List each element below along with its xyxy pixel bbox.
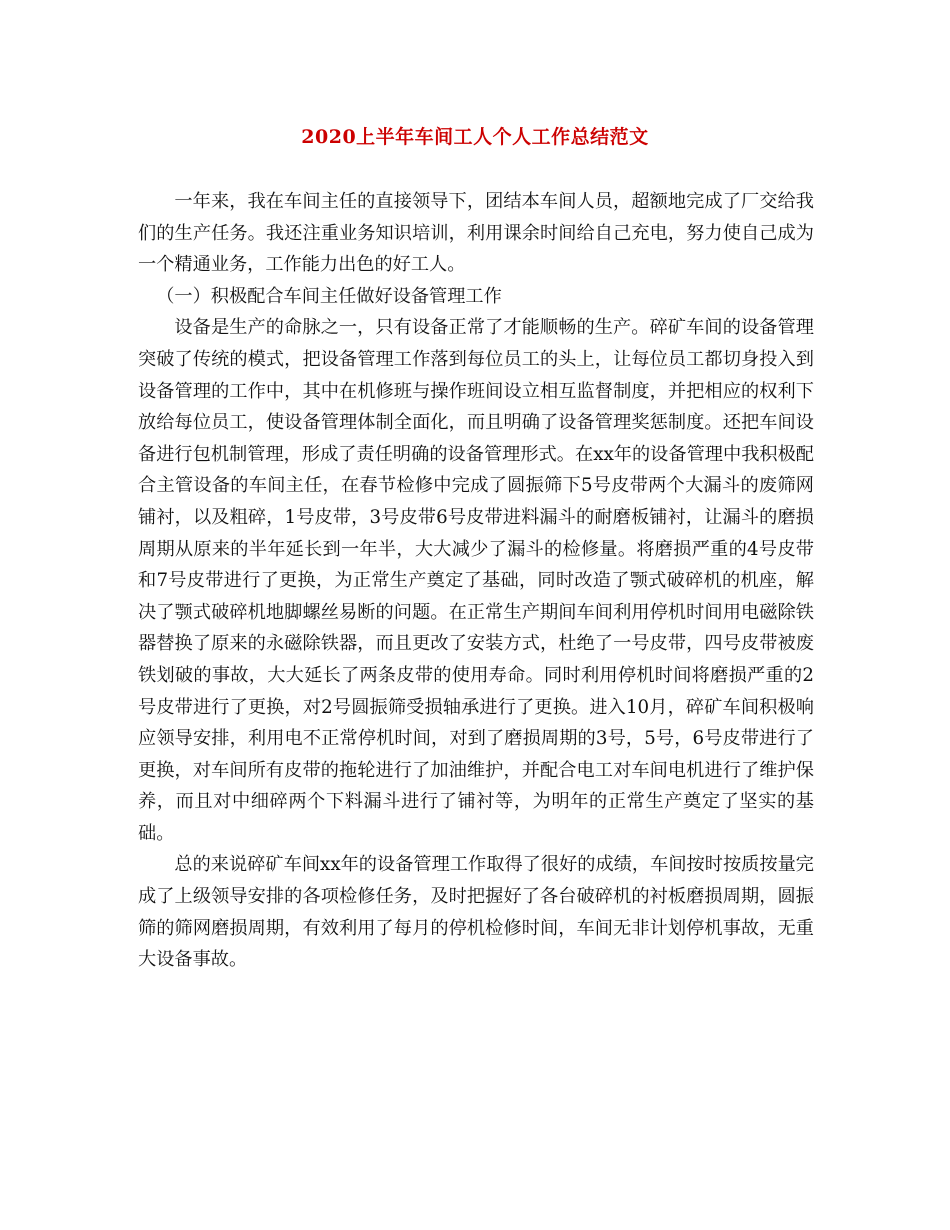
- section-heading: （一）积极配合车间主任做好设备管理工作: [156, 285, 502, 307]
- paragraph-summary: 总的来说碎矿车间xx年的设备管理工作取得了很好的成绩，车间按时按质按量完成了上级领导安排的各项检修任务，及时把握好了各台破碎机的衬板磨损周期，圆振筛的筛网磨损周期，有效利用了每月的停机检修时间，车间无非计划停机事故，无重大设备事故。: [138, 854, 814, 971]
- paragraph-intro: 一年来，我在车间主任的直接领导下，团结本车间人员，超额地完成了厂交给我们的生产任务。我还注重业务知识培训，利用课余时间给自己充电，努力使自己成为一个精通业务，工作能力出色的好工人。: [138, 191, 814, 276]
- paragraph-equipment: 设备是生产的命脉之一，只有设备正常了才能顺畅的生产。碎矿车间的设备管理突破了传统的模式，把设备管理工作落到每位员工的头上，让每位员工都切身投入到设备管理的工作中，其中在机修班与操作班间设立相互监督制度，并把相应的权利下放给每位员工，使设备管理体制全面化，而且明确了设备管理奖惩制度。还把车间设备进行包机制管理，形成了责任明确的设备管理形式。在xx年的设备管理中我积极配合主管设备的车间主任，在春节检修中完成了圆振筛下5号皮带两个大漏斗的废筛网铺衬，以及粗碎，1号皮带，3号皮带6号皮带进料漏斗的耐磨板铺衬，让漏斗的磨损周期从原来的半年延长到一年半，大大减少了漏斗的检修量。将磨损严重的4号皮带和7号皮带进行了更换，为正常生产奠定了基础，同时改造了颚式破碎机的机座，解决了颚式破碎机地脚螺丝易断的问题。在正常生产期间车间利用停机时间用电磁除铁器替换了原来的永磁除铁器，而且更改了安装方式，杜绝了一号皮带，四号皮带被废铁划破的事故，大大延长了两条皮带的使用寿命。同时利用停机时间将磨损严重的2号皮带进行了更换，对2号圆振筛受损轴承进行了更换。进入10月，碎矿车间积极响应领导安排，利用电不正常停机时间，对到了磨损周期的3号，5号，6号皮带进行了更换，对车间所有皮带的拖轮进行了加油维护，并配合电工对车间电机进行了维护保养，而且对中细碎两个下料漏斗进行了铺衬等，为明年的正常生产奠定了坚实的基础。: [138, 317, 814, 844]
- document-title: 2020上半年车间工人个人工作总结范文: [301, 126, 649, 148]
- document-body: [138, 186, 814, 976]
